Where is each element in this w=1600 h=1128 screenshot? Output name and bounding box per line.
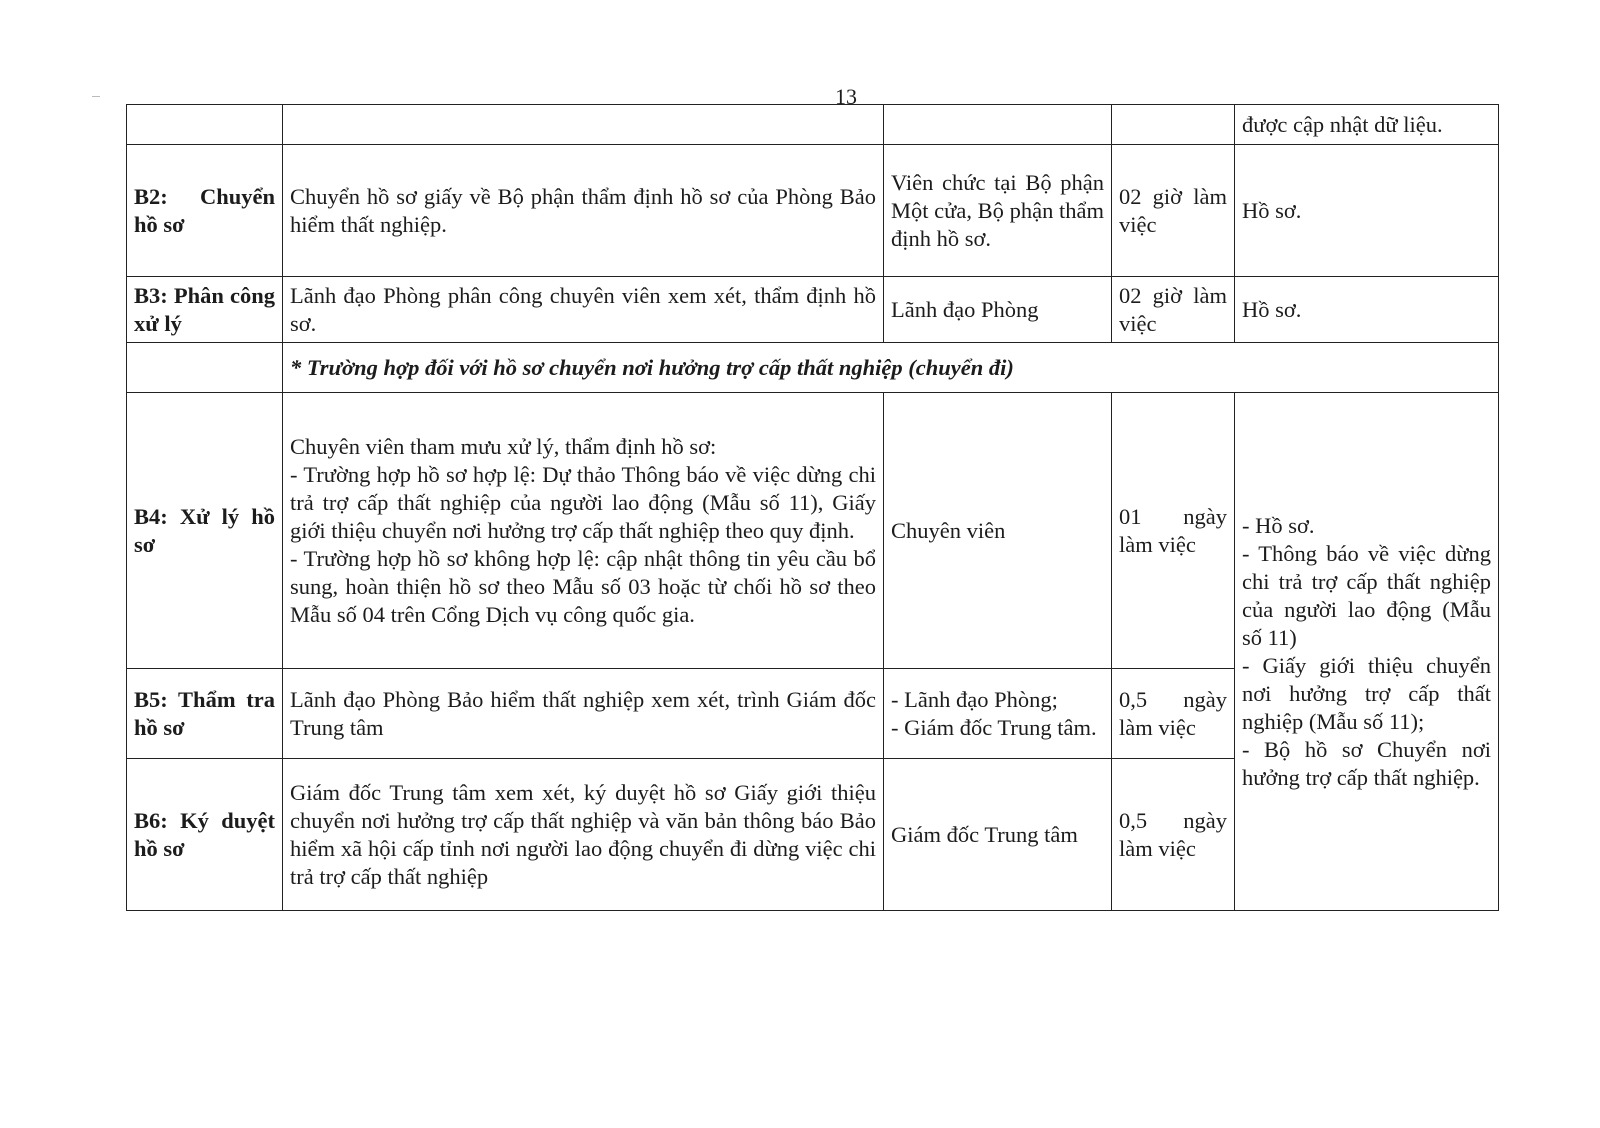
time-cell: 02 giờ làm việc (1112, 277, 1235, 343)
responsible-cell (884, 105, 1112, 145)
content-line: Chuyên viên tham mưu xử lý, thẩm định hồ sơ: (290, 433, 717, 459)
content-line: - Trường hợp hồ sơ không hợp lệ: cập nhật thông tin yêu cầu bổ sung, hoàn thiện hồ sơ theo Mẫu số 03 hoặc từ chối hồ sơ theo Mẫu số 04 trên Cổng Dịch vụ công quốc gia. (290, 545, 876, 627)
time-cell: 01 ngày làm việc (1112, 393, 1235, 669)
responsible-cell (884, 669, 1112, 759)
table-row-b2 (127, 145, 1499, 277)
step-cell: B4: Xử lý hồ sơ (127, 393, 283, 669)
step-cell: B3: Phân công xử lý (127, 277, 283, 343)
result-cell: Hồ sơ. (1235, 145, 1499, 277)
content-cell: Giám đốc Trung tâm xem xét, ký duyệt hồ sơ Giấy giới thiệu chuyển nơi hưởng trợ cấp thất nghiệp và văn bản thông báo Bảo hiểm xã hội cấp tỉnh nơi người lao động chuyển đi dừng việc chi trả trợ cấp thất nghiệp (283, 759, 884, 911)
content-cell: Chuyển hồ sơ giấy về Bộ phận thẩm định hồ sơ của Phòng Bảo hiểm thất nghiệp. (283, 145, 884, 277)
result-line: - Giấy giới thiệu chuyển nơi hưởng trợ cấp thất nghiệp (Mẫu số 11); (1242, 652, 1491, 734)
time-cell: 0,5 ngày làm việc (1112, 669, 1235, 759)
procedure-table (126, 104, 1499, 911)
step-cell: B6: Ký duyệt hồ sơ (127, 759, 283, 911)
step-cell: B5: Thẩm tra hồ sơ (127, 669, 283, 759)
time-cell (1112, 105, 1235, 145)
step-cell: B2: Chuyển hồ sơ (127, 145, 283, 277)
content-cell: Lãnh đạo Phòng Bảo hiểm thất nghiệp xem xét, trình Giám đốc Trung tâm (283, 669, 884, 759)
time-cell: 0,5 ngày làm việc (1112, 759, 1235, 911)
responsible-cell: Chuyên viên (884, 393, 1112, 669)
content-cell: Lãnh đạo Phòng phân công chuyên viên xem xét, thẩm định hồ sơ. (283, 277, 884, 343)
responsible-cell: Giám đốc Trung tâm (884, 759, 1112, 911)
result-cell: Hồ sơ. (1235, 277, 1499, 343)
responsible-cell: Lãnh đạo Phòng (884, 277, 1112, 343)
page-number: 13 (835, 84, 857, 109)
time-cell: 02 giờ làm việc (1112, 145, 1235, 277)
result-cell: được cập nhật dữ liệu. (1235, 105, 1499, 145)
scan-mark (92, 96, 100, 97)
responsible-line: - Giám đốc Trung tâm. (891, 714, 1097, 740)
table-row-section (127, 343, 1499, 393)
result-cell (1235, 393, 1499, 911)
table-row-b4 (127, 393, 1499, 669)
result-line: - Bộ hồ sơ Chuyển nơi hưởng trợ cấp thất nghiệp. (1242, 736, 1491, 790)
step-cell (127, 105, 283, 145)
table-row-b3 (127, 277, 1499, 343)
responsible-line: - Lãnh đạo Phòng; (891, 686, 1058, 712)
content-cell (283, 393, 884, 669)
section-title: * Trường hợp đối với hồ sơ chuyển nơi hưởng trợ cấp thất nghiệp (chuyển đi) (283, 343, 1499, 393)
content-line: - Trường hợp hồ sơ hợp lệ: Dự thảo Thông báo về việc dừng chi trả trợ cấp thất nghiệp của người lao động (Mẫu số 11), Giấy giới thiệu chuyển nơi hưởng trợ cấp thất nghiệp theo quy định. (290, 461, 876, 543)
table-row-continuation (127, 105, 1499, 145)
result-line: - Thông báo về việc dừng chi trả trợ cấp thất nghiệp của người lao động (Mẫu số 11) (1242, 540, 1491, 650)
step-cell (127, 343, 283, 393)
content-cell (283, 105, 884, 145)
responsible-cell: Viên chức tại Bộ phận Một cửa, Bộ phận thẩm định hồ sơ. (884, 145, 1112, 277)
result-line: - Hồ sơ. (1242, 512, 1315, 538)
